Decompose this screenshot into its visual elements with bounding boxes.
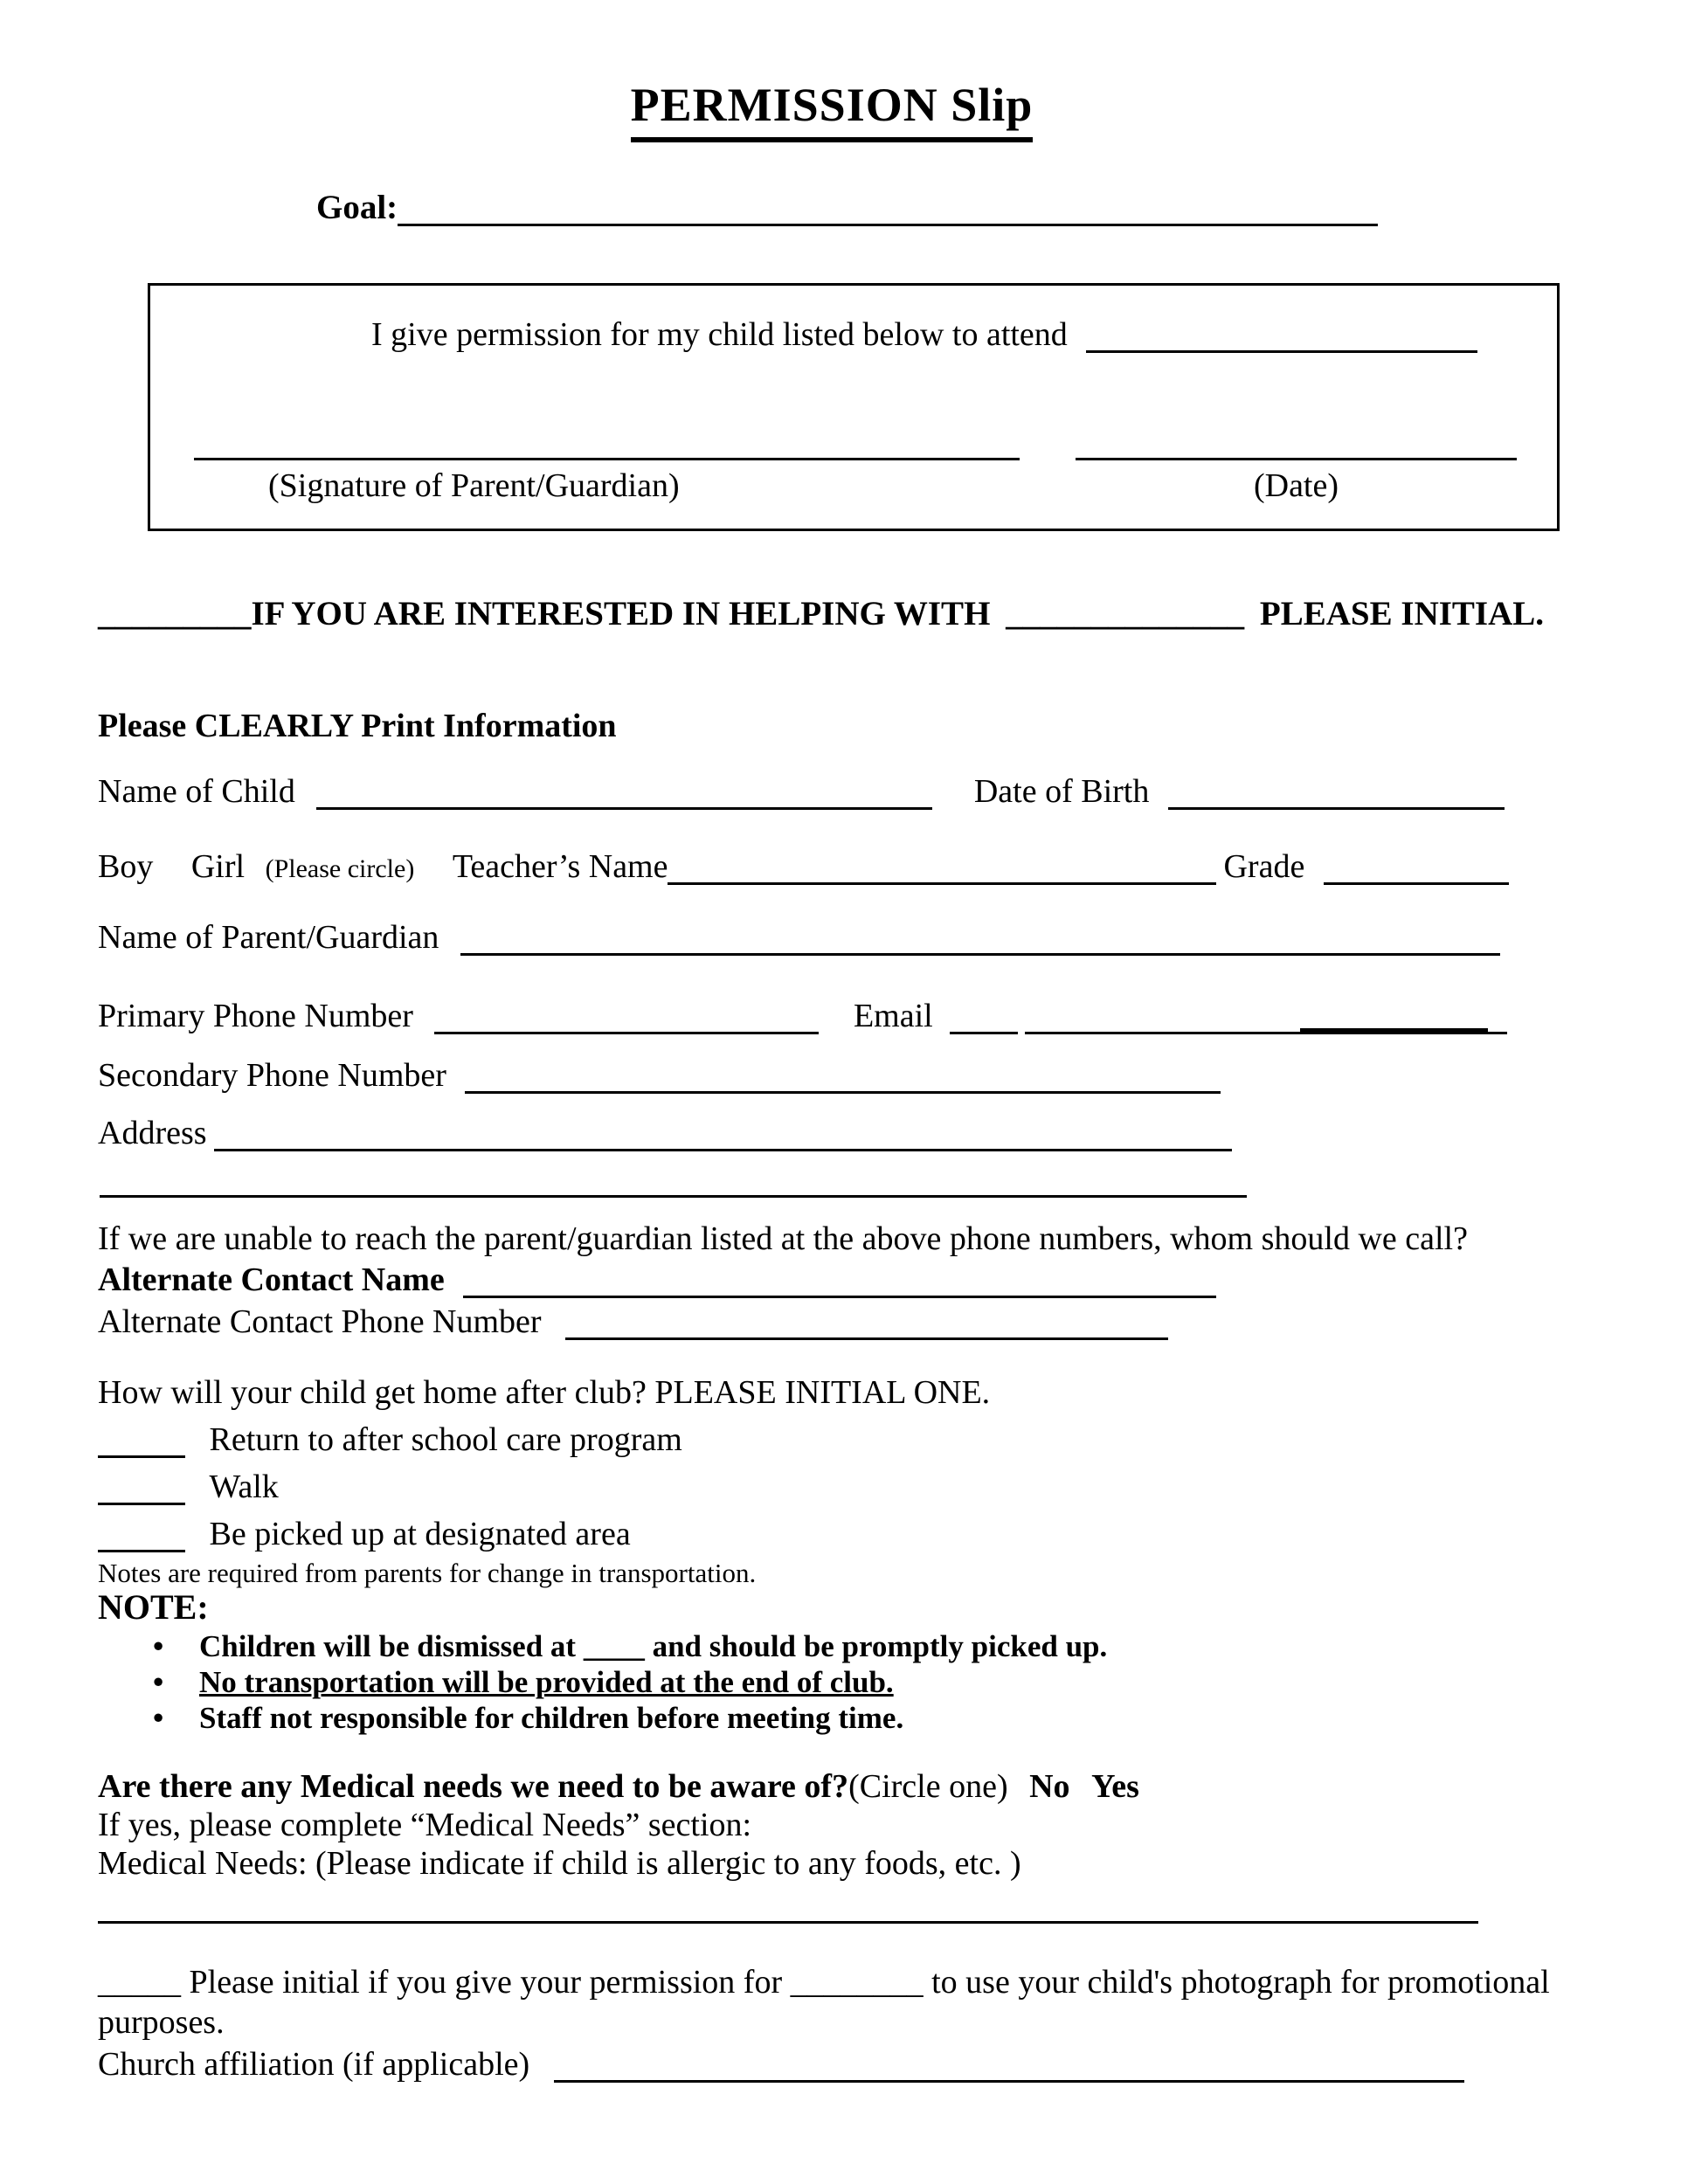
photo-text-a: Please initial if you give your permission for xyxy=(189,1964,783,2001)
grade-blank[interactable] xyxy=(1324,874,1509,885)
boy-option[interactable]: Boy xyxy=(98,847,154,885)
name-of-child-label: Name of Child xyxy=(98,772,295,810)
date-column xyxy=(1076,423,1517,506)
medical-question-row xyxy=(98,1767,1566,1806)
signature-blank[interactable] xyxy=(194,449,1020,460)
email-blank-short[interactable] xyxy=(950,1023,1018,1034)
address-row xyxy=(98,1109,1566,1157)
after-school-initial-blank[interactable] xyxy=(98,1447,185,1458)
no-transport-bullet-text: No transportation will be provided at the end of club. xyxy=(199,1665,894,1700)
note-bullet-list xyxy=(98,1628,1566,1736)
email-blank-long[interactable] xyxy=(1025,1023,1507,1034)
note-bullet-staff xyxy=(98,1700,1566,1736)
signature-date-row xyxy=(194,423,1513,506)
note-bullet-no-transport xyxy=(98,1664,1566,1700)
medical-question: Are there any Medical needs we need to be aware of? xyxy=(98,1768,849,1806)
option-row-pickup xyxy=(98,1510,1566,1558)
primary-phone-label: Primary Phone Number xyxy=(98,997,413,1034)
name-of-child-blank[interactable] xyxy=(316,798,932,810)
permission-statement-line xyxy=(371,315,1513,356)
alternate-phone-row xyxy=(98,1301,1566,1343)
bullet-marker: • xyxy=(153,1701,164,1736)
alternate-name-row xyxy=(98,1259,1566,1301)
medical-needs-blank-line[interactable] xyxy=(98,1918,1478,1924)
transport-fine-print: Notes are required from parents for change in transportation. xyxy=(98,1557,757,1588)
address-label: Address xyxy=(98,1114,207,1151)
teacher-name-blank[interactable] xyxy=(668,874,1216,885)
secondary-phone-label: Secondary Phone Number xyxy=(98,1056,446,1094)
photo-initial-blank[interactable]: _____ xyxy=(98,1964,181,2001)
date-of-birth-blank[interactable] xyxy=(1168,798,1505,810)
goal-row xyxy=(316,188,1566,229)
date-of-birth-label: Date of Birth xyxy=(973,772,1150,810)
secondary-phone-blank[interactable] xyxy=(465,1082,1221,1094)
goal-label: Goal: xyxy=(316,188,398,226)
event-name-blank[interactable] xyxy=(1086,342,1477,353)
option-row-walk xyxy=(98,1463,1566,1510)
dismissal-text-after: and should be promptly picked up. xyxy=(652,1629,1108,1664)
title-wrap xyxy=(98,77,1566,142)
secondary-phone-row xyxy=(98,1052,1566,1099)
alternate-name-label: Alternate Contact Name xyxy=(98,1261,445,1298)
signature-caption: (Signature of Parent/Guardian) xyxy=(268,467,680,504)
after-school-option-label: Return to after school care program xyxy=(209,1420,682,1458)
goal-blank[interactable] xyxy=(398,215,1378,226)
pickup-option-label: Be picked up at designated area xyxy=(209,1515,631,1552)
helping-text-b: PLEASE INITIAL. xyxy=(1259,595,1545,633)
note-heading: NOTE: xyxy=(98,1587,209,1628)
child-name-row xyxy=(98,768,1566,815)
church-affiliation-row xyxy=(98,2042,1566,2086)
pickup-initial-blank[interactable] xyxy=(98,1541,185,1552)
alternate-contact-intro: If we are unable to reach the parent/guardian listed at the above phone numbers, whom should we call? xyxy=(98,1220,1468,1257)
signature-column xyxy=(194,423,1020,506)
alternate-phone-label: Alternate Contact Phone Number xyxy=(98,1303,542,1340)
alternate-phone-blank[interactable] xyxy=(565,1329,1168,1340)
transport-question: How will your child get home after club? PLEASE INITIAL ONE. xyxy=(98,1373,991,1411)
alternate-name-blank[interactable] xyxy=(463,1287,1216,1298)
bullet-marker: • xyxy=(153,1665,164,1700)
parent-guardian-label: Name of Parent/Guardian xyxy=(98,918,439,956)
medical-no-option[interactable]: No xyxy=(1029,1768,1070,1806)
girl-option[interactable]: Girl xyxy=(190,847,246,885)
primary-phone-blank[interactable] xyxy=(434,1023,819,1034)
medical-needs-label: Medical Needs: (Please indicate if child is allergic to any foods, etc. ) xyxy=(98,1845,1021,1883)
please-circle-hint: (Please circle) xyxy=(265,854,415,883)
helping-text-a: IF YOU ARE INTERESTED IN HELPING WITH xyxy=(251,595,991,633)
primary-phone-row xyxy=(98,992,1566,1040)
date-blank[interactable] xyxy=(1076,449,1517,460)
dismissal-bullet-text xyxy=(199,1628,1107,1664)
email-label: Email xyxy=(853,997,933,1034)
dismissal-text-before: Children will be dismissed at xyxy=(199,1629,577,1664)
parent-guardian-row xyxy=(98,914,1566,961)
staff-bullet-text: Staff not responsible for children before meeting time. xyxy=(199,1701,904,1736)
address-blank[interactable] xyxy=(214,1140,1232,1151)
grade-label: Grade xyxy=(1223,847,1305,885)
walk-initial-blank[interactable] xyxy=(98,1494,185,1505)
photo-permission-paragraph xyxy=(98,1962,1566,2042)
helping-lead-blank[interactable]: _________ xyxy=(98,595,252,633)
address-blank-line-2[interactable] xyxy=(100,1176,1247,1198)
helping-initial-line xyxy=(98,594,1566,635)
teacher-name-label: Teacher’s Name xyxy=(452,847,668,885)
gender-teacher-row xyxy=(98,843,1566,893)
note-bullet-dismissal xyxy=(98,1628,1566,1664)
photo-organization-blank[interactable]: ________ xyxy=(790,1964,924,2001)
dismissal-time-blank[interactable]: ____ xyxy=(583,1629,645,1664)
medical-yes-option[interactable]: Yes xyxy=(1091,1768,1139,1806)
church-affiliation-blank[interactable] xyxy=(554,2071,1464,2083)
print-info-heading: Please CLEARLY Print Information xyxy=(98,708,617,745)
walk-option-label: Walk xyxy=(209,1468,279,1505)
permission-statement: I give permission for my child listed below to attend xyxy=(371,315,1068,353)
photo-text-b: to use your child's photograph for promotional purposes. xyxy=(98,1964,1550,2042)
helping-mid-blank[interactable]: ______________ xyxy=(1006,595,1245,633)
date-caption: (Date) xyxy=(1253,467,1339,504)
church-affiliation-label: Church affiliation (if applicable) xyxy=(98,2046,530,2084)
option-row-after-school xyxy=(98,1416,1566,1463)
permission-box xyxy=(148,283,1560,532)
medical-if-yes-line: If yes, please complete “Medical Needs” section: xyxy=(98,1807,752,1844)
bullet-marker: • xyxy=(153,1629,164,1664)
parent-guardian-blank[interactable] xyxy=(460,944,1500,956)
circle-one-hint: (Circle one) xyxy=(848,1768,1008,1806)
email-line-thick-segment xyxy=(1300,1028,1488,1033)
page-title: PERMISSION Slip xyxy=(631,77,1034,142)
